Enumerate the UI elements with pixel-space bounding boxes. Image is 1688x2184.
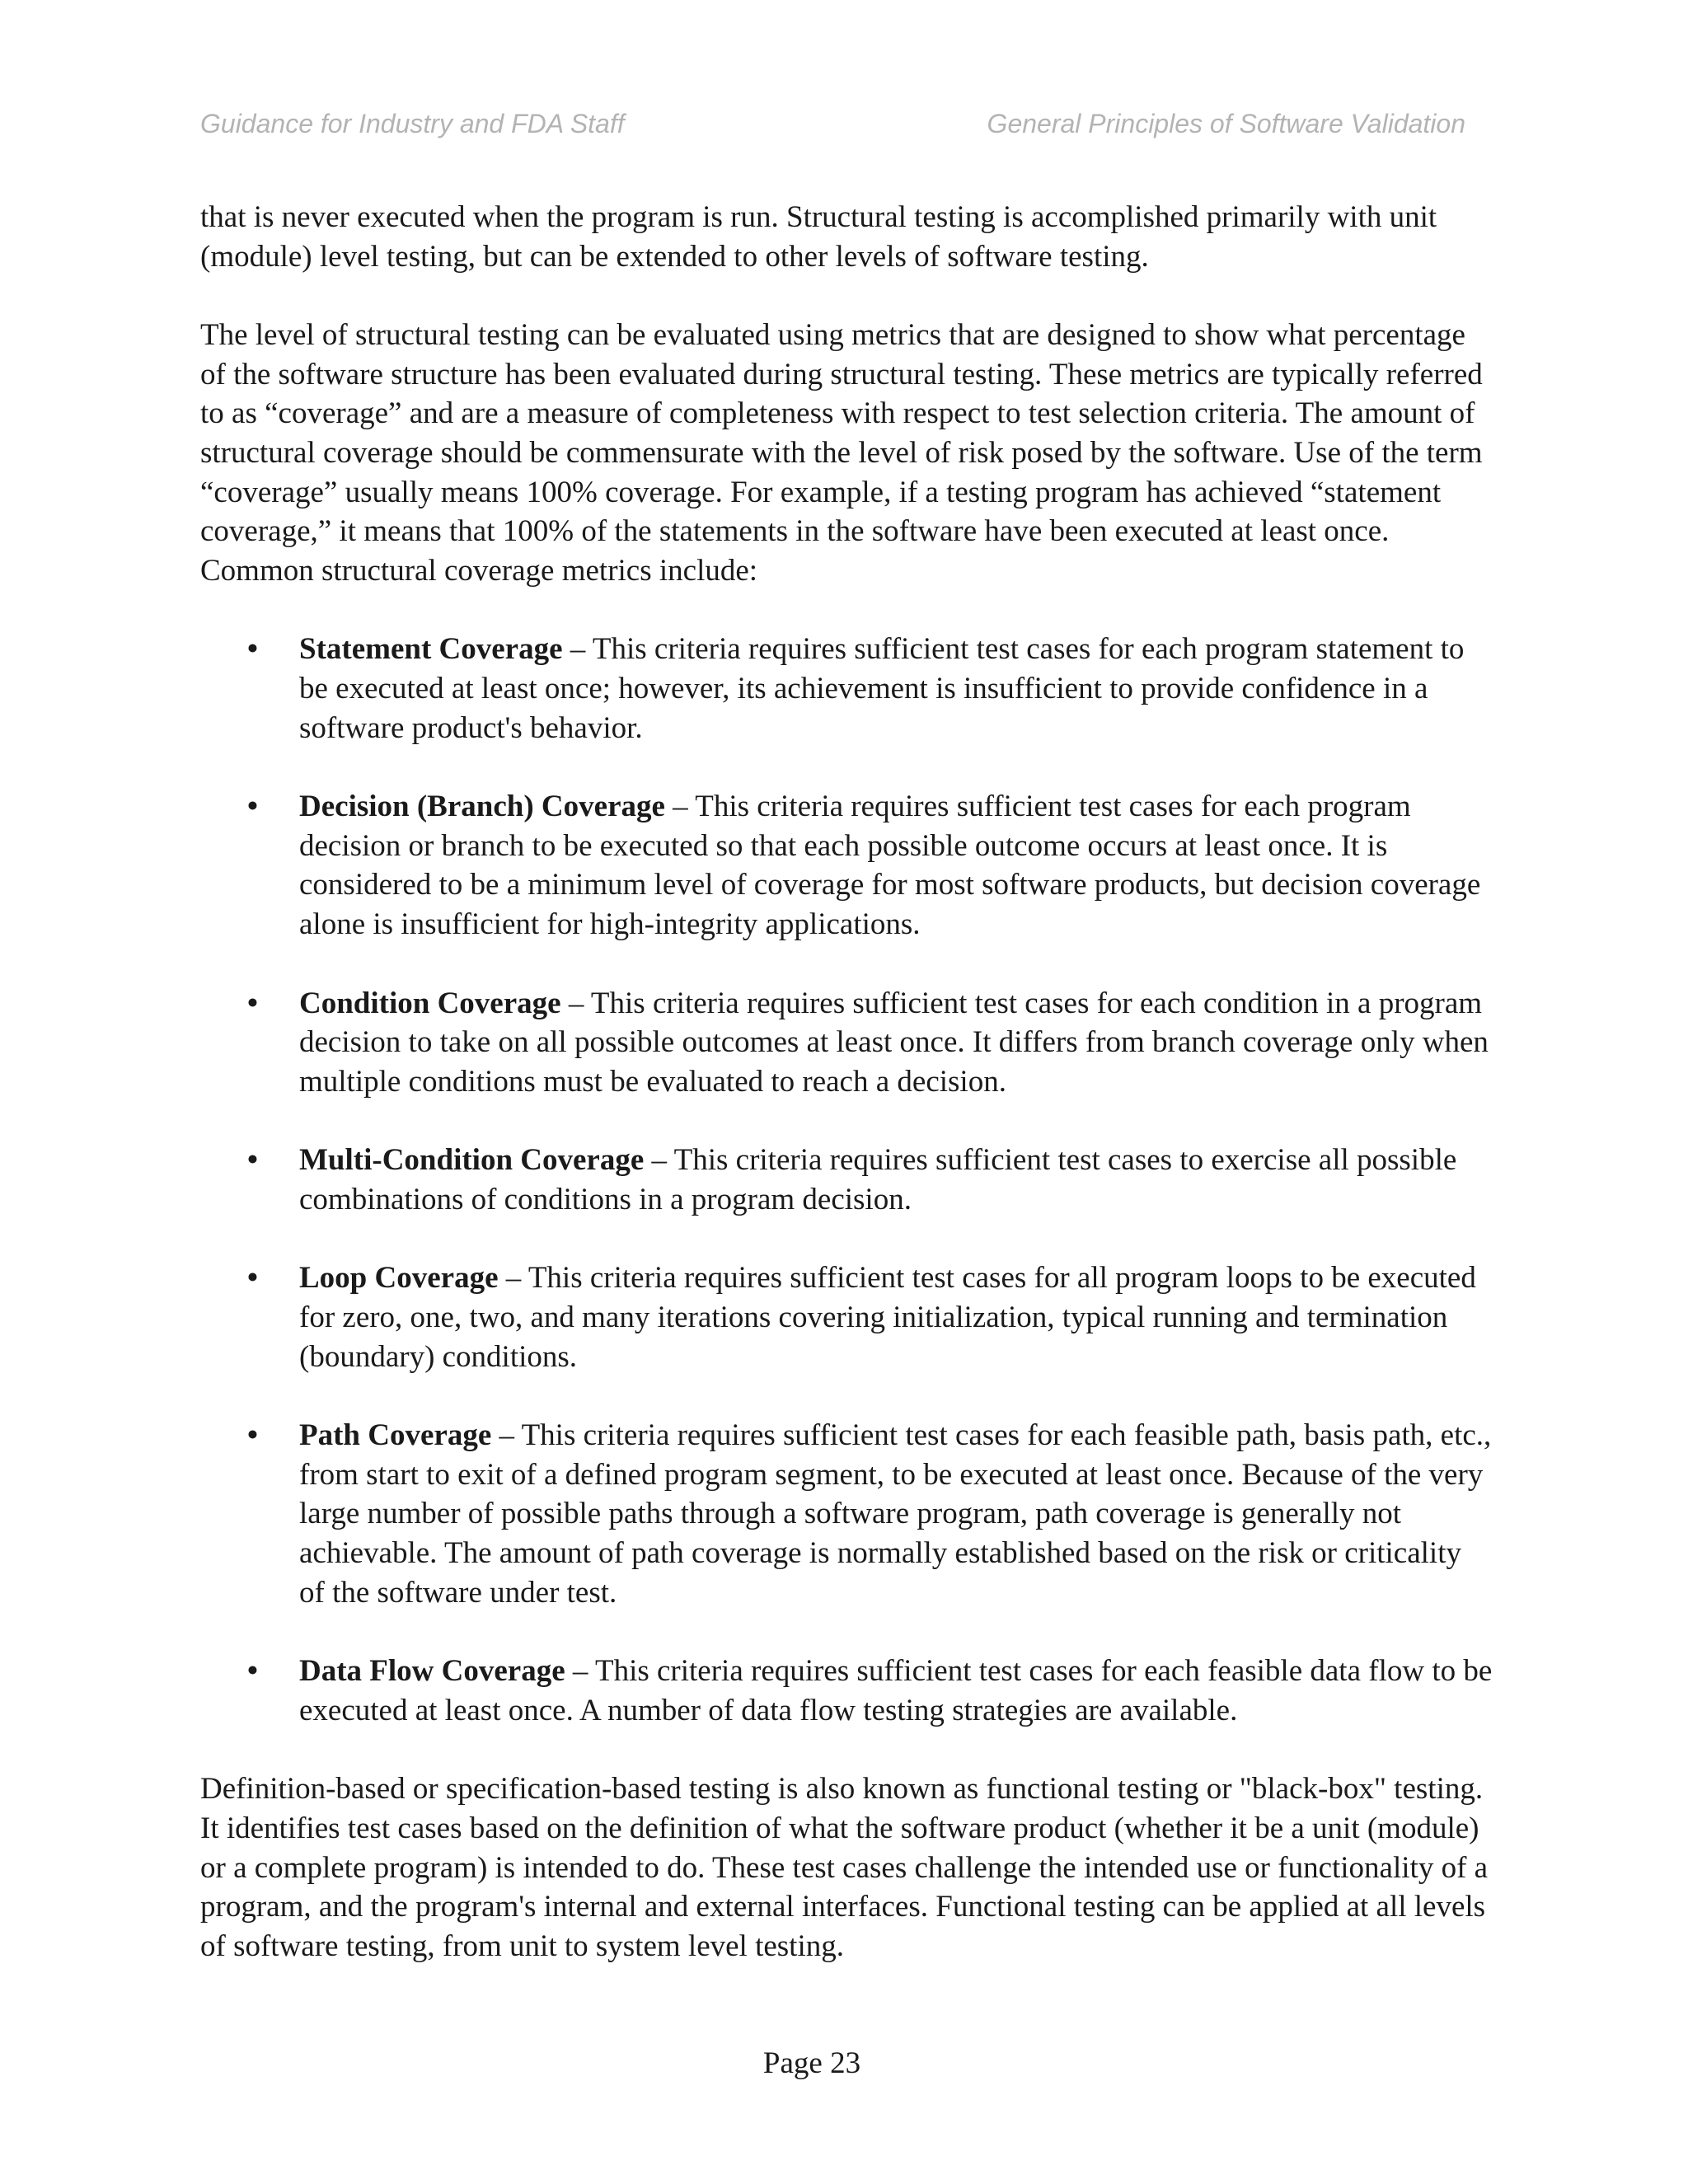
paragraph-functional-testing: Definition-based or specification-based testing is also known as functional testing or "black-box" testing. It identifies test cases based on the definition of what the software product (whether it be a unit (module) or a complete program) is intended to do. These test cases challenge the intended use or functionality of a program, and the program's internal and external interfaces. Functional testing can be applied at all levels of software testing, from unit to system level testing. <box>200 1772 1489 1963</box>
bullet-icon: • <box>247 1654 258 1689</box>
list-item-term: Path Coverage <box>299 1418 492 1453</box>
list-item-description: – This criteria requires sufficient test cases to exercise all possible combinations of conditions in a program decision. <box>299 1143 1457 1216</box>
list-item-statement-coverage <box>200 630 1494 748</box>
list-item-condition-coverage <box>200 984 1494 1102</box>
list-item-description: – This criteria requires sufficient test cases for each program statement to be executed at least once; however, its achievement is insufficient to provide confidence in a software product's behavior. <box>299 632 1465 745</box>
bullet-icon: • <box>247 1418 258 1453</box>
bullet-icon: • <box>247 1261 258 1296</box>
list-item-multi-condition-coverage <box>200 1141 1494 1219</box>
list-item-term: Condition Coverage <box>299 986 561 1020</box>
list-item-description: – This criteria requires sufficient test cases for each condition in a program decision to take on all possible outcomes at least once. It differs from branch coverage only when multiple conditions must be evaluated to reach a decision. <box>299 986 1489 1099</box>
list-item-description: – This criteria requires sufficient test cases for each feasible data flow to be executed at least once. A number of data flow testing strategies are available. <box>299 1654 1493 1727</box>
coverage-metrics-list <box>200 630 1494 1730</box>
paragraph-structural-testing-continued: that is never executed when the program is run. Structural testing is accomplished primarily with unit (module) level testing, but can be extended to other levels of software testing. <box>200 200 1437 274</box>
page-body <box>200 198 1494 2005</box>
paragraph-coverage-metrics: The level of structural testing can be evaluated using metrics that are designed to show what percentage of the software structure has been evaluated during structural testing. These metrics are typically referred to as “coverage” and are a measure of completeness with respect to test selection criteria. The amount of structural coverage should be commensurate with the level of risk posed by the software. Use of the term “coverage” usually means 100% coverage. For example, if a testing program has achieved “statement coverage,” it means that 100% of the statements in the software have been executed at least once. Common structural coverage metrics include: <box>200 318 1483 588</box>
list-item-term: Decision (Branch) Coverage <box>299 790 665 824</box>
page-number: Page 23 <box>762 2046 861 2080</box>
list-item-description: – This criteria requires sufficient test cases for each feasible path, basis path, etc., from start to exit of a defined program segment, to be executed at least once. Because of the very large number of possible paths through a software program, path coverage is generally not achievable. The amount of path coverage is normally established based on the risk or criticality of the software under test. <box>299 1418 1492 1610</box>
list-item-term: Loop Coverage <box>299 1261 499 1296</box>
list-item-path-coverage <box>200 1416 1494 1612</box>
list-item-loop-coverage <box>200 1258 1494 1376</box>
header-section-title: General Principles of Software Validation <box>987 109 1465 138</box>
list-item-data-flow-coverage <box>200 1652 1494 1730</box>
list-item-description: – This criteria requires sufficient test cases for each program decision or branch to be executed so that each possible outcome occurs at least once. It is considered to be a minimum level of coverage for most software products, but decision coverage alone is insufficient for high-integrity applications. <box>299 790 1481 941</box>
list-item-term: Data Flow Coverage <box>299 1654 565 1689</box>
list-item-decision-coverage <box>200 787 1494 944</box>
bullet-icon: • <box>247 790 258 824</box>
bullet-icon: • <box>247 1143 258 1178</box>
list-item-term: Multi-Condition Coverage <box>299 1143 645 1178</box>
header-document-title: Guidance for Industry and FDA Staff <box>200 109 625 138</box>
bullet-icon: • <box>247 632 258 667</box>
bullet-icon: • <box>247 986 258 1020</box>
running-header <box>200 109 1465 147</box>
list-item-term: Statement Coverage <box>299 632 563 667</box>
list-item-description: – This criteria requires sufficient test cases for all program loops to be executed for zero, one, two, and many iterations covering initialization, typical running and termination (boundary) conditions. <box>299 1261 1476 1374</box>
